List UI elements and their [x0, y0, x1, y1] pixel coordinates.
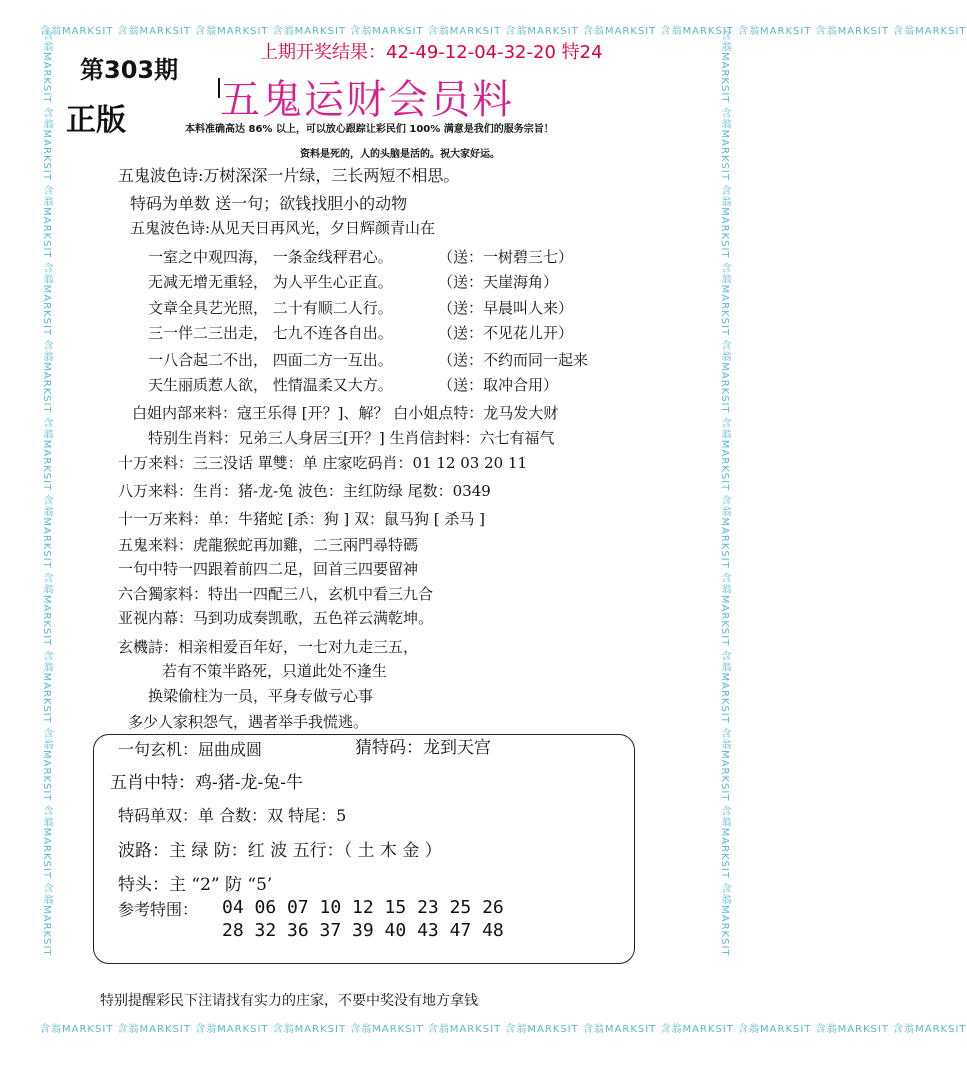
five-ghost-row: 五鬼来料：虎龍猴蛇再加雞，二三兩門尋特碼: [118, 536, 419, 554]
wave-color-poem-2: 五鬼波色诗:从见天日再风光，夕日辉颜青山在: [130, 219, 436, 237]
border-watermark-top: 含翁MARKSIT 含翁MARKSIT 含翁MARKSIT 含翁MARKSIT 含翁MARKSIT 含翁MARKSIT 含翁MARKSIT 含翁MARKSIT 含翁MARKSIT 含翁MARKSIT 含翁MARKSIT 含翁MARKSIT: [40, 26, 967, 37]
100k-info-row: 十万来料：三三没话 單雙：单 庄家吃码肖：01 12 03 20 11: [118, 454, 528, 472]
mystery-poem-3: 换梁偷柱为一员，平身专做亏心事: [148, 687, 374, 705]
poem-line: 一室之中观四海， 一条金线秤君心。 （送：一树碧三七）: [148, 248, 574, 266]
exclusive-row: 六合獨家料：特出一四配三八，玄机中看三九合: [118, 585, 434, 603]
atv-insider-row: 亚视内幕：马到功成奏凯歌，五色祥云满乾坤。: [118, 609, 434, 627]
border-watermark-right: 含翁MARKSIT 含翁MARKSIT 含翁MARKSIT 含翁MARKSIT 含翁MARKSIT 含翁MARKSIT 含翁MARKSIT 含翁MARKSIT 含翁MARKSIT 含翁MARKSIT 含翁MARKSIT 含翁MARKSIT: [719, 30, 730, 957]
mystery-poem-2: 若有不策半路死，只道此处不逢生: [162, 662, 388, 680]
poem-line: 天生丽质惹人欲， 性情温柔又大方。 （送：取冲合用）: [148, 376, 559, 394]
footer-reminder: 特别提醒彩民下注请找有实力的庄家，不要中奖没有地方拿钱: [100, 993, 478, 1009]
special-head-info: 特头：主 “2” 防 “5’: [118, 875, 273, 895]
issue-number: 第303期: [80, 56, 179, 84]
one-sentence-row: 一句中特一四跟着前四二足，回首三四要留神: [118, 560, 419, 578]
wave-path-info: 波路：主 绿 防：红 波 五行：（ 土 木 金 ）: [118, 841, 442, 861]
five-zodiac: 五肖中特：鸡-猪-龙-兔-牛: [110, 773, 303, 793]
110k-info-row: 十一万来料：单：牛猪蛇 [杀：狗 ] 双：鼠马狗 [ 杀马 ]: [118, 510, 486, 528]
80k-info-row: 八万来料：生肖：猪-龙-兔 波色：主红防绿 尾数：0349: [118, 482, 491, 500]
reference-numbers-row-2: 28 32 36 37 39 40 43 47 48: [222, 920, 504, 941]
reference-range-label: 参考特围：: [118, 900, 199, 919]
edition-label: 正版: [66, 103, 126, 138]
poem-line: 文章全具艺光照， 二十有顺二人行。 （送：早晨叫人来）: [148, 299, 574, 317]
slogan-accuracy: 本料准确高达 86% 以上，可以放心跟踪让彩民们 100% 满意是我们的服务宗旨！: [185, 124, 554, 135]
poem-line: 三一伴二三出走， 七九不连各自出。 （送：不见花儿开）: [148, 324, 574, 342]
page-title: 五鬼运财会员料: [220, 77, 514, 123]
wave-color-poem-1: 五鬼波色诗:万树深深一片绿，三长两短不相思。: [118, 166, 460, 185]
mystery-poem-1: 玄機詩：相亲相爱百年好，一七对九走三五，: [118, 638, 419, 656]
poem-line: 无减无增无重轻， 为人平生心正直。 （送：天崖海角）: [148, 273, 559, 291]
mystery-sentence: 一句玄机：屈曲成圆: [118, 740, 263, 759]
odd-even-info: 特码单双：单 合数：双 特尾：5: [118, 806, 347, 825]
last-draw-result: 上期开奖结果：42-49-12-04-32-20 特24: [260, 42, 603, 63]
border-watermark-bottom: 含翁MARKSIT 含翁MARKSIT 含翁MARKSIT 含翁MARKSIT 含翁MARKSIT 含翁MARKSIT 含翁MARKSIT 含翁MARKSIT 含翁MARKSIT 含翁MARKSIT 含翁MARKSIT 含翁MARKSIT: [40, 1024, 967, 1035]
zodiac-info-row: 特别生肖料：兄弟三人身居三[开？] 生肖信封料：六七有福气: [148, 429, 555, 447]
insider-info-row: 白姐内部来料：寇王乐得 [开？]、解？ 白小姐点特：龙马发大财: [132, 404, 559, 422]
poem-line: 一八合起二不出， 四面二方一互出。 （送：不约而同一起来: [148, 351, 589, 369]
odd-number-hint: 特码为单数 送一句；欲钱找胆小的动物: [130, 194, 408, 213]
guess-special-code: 猜特码：龙到天宫: [355, 738, 491, 758]
mystery-poem-4: 多少人家积怨气，遇者举手我慌逃。: [128, 713, 369, 731]
reference-numbers-row-1: 04 06 07 10 12 15 23 25 26: [222, 897, 504, 918]
border-watermark-left: 含翁MARKSIT 含翁MARKSIT 含翁MARKSIT 含翁MARKSIT 含翁MARKSIT 含翁MARKSIT 含翁MARKSIT 含翁MARKSIT 含翁MARKSIT 含翁MARKSIT 含翁MARKSIT 含翁MARKSIT: [41, 30, 52, 957]
slogan-luck: 资料是死的，人的头脑是活的。祝大家好运。: [300, 149, 500, 160]
